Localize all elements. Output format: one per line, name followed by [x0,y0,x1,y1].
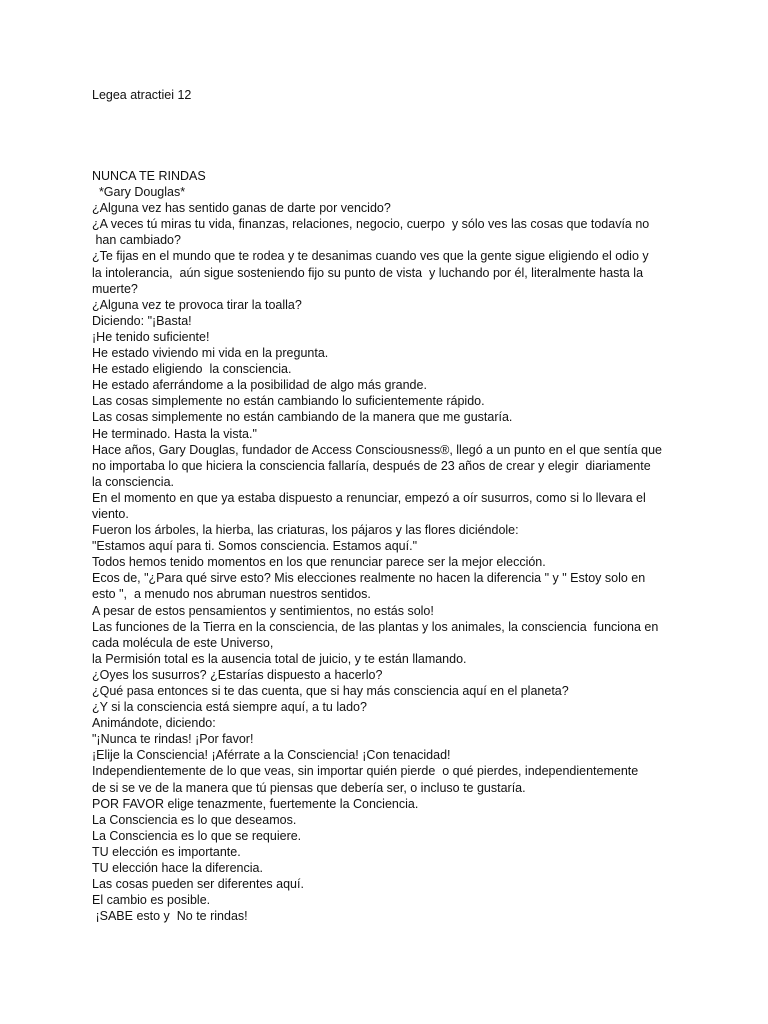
article-line: En el momento en que ya estaba dispuesto a renunciar, empezó a oír susurros, como si lo llevara el [92,490,646,505]
article-line: La Consciencia es lo que se requiere. [92,828,302,843]
article-line: Animándote, diciendo: [92,716,216,731]
article-author: *Gary Douglas* [92,185,186,200]
article-body [92,168,672,924]
article-line: Las funciones de la Tierra en la consciencia, de las plantas y los animales, la consciencia funciona en [92,619,659,634]
article-line: la Permisión total es la ausencia total de juicio, y te están llamando. [92,651,467,666]
article-line: "Estamos aquí para ti. Somos consciencia. Estamos aquí." [92,539,417,554]
article-line: TU elección hace la diferencia. [92,861,263,876]
article-line: muerte? [92,281,138,296]
article-line: ¿Oyes los susurros? ¿Estarías dispuesto a hacerlo? [92,667,383,682]
article-line: TU elección es importante. [92,844,241,859]
article-line: de si se ve de la manera que tú piensas que debería ser, o incluso te gustaría. [92,780,526,795]
article-line: He terminado. Hasta la vista." [92,426,257,441]
article-line: ¿Alguna vez te provoca tirar la toalla? [92,297,302,312]
article-line: ¡SABE esto y No te rindas! [92,909,248,924]
article-line: ¿Alguna vez has sentido ganas de darte por vencido? [92,201,391,216]
article-line: ¿Te fijas en el mundo que te rodea y te desanimas cuando ves que la gente sigue eligiendo el odio y [92,249,649,264]
article-line: Hace años, Gary Douglas, fundador de Access Consciousness®, llegó a un punto en el que sentía que [92,442,662,457]
document-header: Legea atractiei 12 [92,88,192,102]
article-line: Las cosas simplemente no están cambiando de la manera que me gustaría. [92,410,513,425]
article-line: esto ", a menudo nos abruman nuestros sentidos. [92,587,371,602]
article-line: la consciencia. [92,474,174,489]
article-line: no importaba lo que hiciera la consciencia fallaría, después de 23 años de crear y elegir diariamente [92,458,651,473]
article-line: A pesar de estos pensamientos y sentimientos, no estás solo! [92,603,434,618]
article-title: NUNCA TE RINDAS [92,169,206,183]
article-line: Todos hemos tenido momentos en los que renunciar parece ser la mejor elección. [92,555,546,570]
article-line: He estado eligiendo la consciencia. [92,362,292,377]
article-line: viento. [92,506,129,521]
article-line: "¡Nunca te rindas! ¡Por favor! [92,732,254,747]
article-line: ¡He tenido suficiente! [92,329,210,344]
article-line: La Consciencia es lo que deseamos. [92,812,297,827]
article-line: la intolerancia, aún sigue sosteniendo fijo su punto de vista y luchando por él, literalmente hasta la [92,265,644,280]
article-line: He estado aferrándome a la posibilidad de algo más grande. [92,378,427,393]
article-line: ¿Y si la consciencia está siempre aquí, a tu lado? [92,700,367,715]
article-line: Independientemente de lo que veas, sin importar quién pierde o qué pierdes, independientemente [92,764,639,779]
article-line: han cambiado? [92,233,181,248]
article-line: ¿Qué pasa entonces si te das cuenta, que si hay más consciencia aquí en el planeta? [92,684,569,698]
article-line: Diciendo: "¡Basta! [92,313,192,328]
article-line: cada molécula de este Universo, [92,635,274,650]
article-line: Fueron los árboles, la hierba, las criaturas, los pájaros y las flores diciéndole: [92,523,519,538]
article-line: ¡Elije la Consciencia! ¡Aférrate a la Consciencia! ¡Con tenacidad! [92,748,451,763]
article-line: Las cosas pueden ser diferentes aquí. [92,877,304,892]
article-line: Ecos de, "¿Para qué sirve esto? Mis elecciones realmente no hacen la diferencia " y " Estoy solo en [92,571,646,586]
article-line: ¿A veces tú miras tu vida, finanzas, relaciones, negocio, cuerpo y sólo ves las cosas que todavía no [92,217,650,232]
article-line: El cambio es posible. [92,893,211,908]
article-line: He estado viviendo mi vida en la pregunta. [92,346,329,361]
article-line: Las cosas simplemente no están cambiando lo suficientemente rápido. [92,394,485,409]
article-line: POR FAVOR elige tenazmente, fuertemente la Conciencia. [92,796,419,811]
